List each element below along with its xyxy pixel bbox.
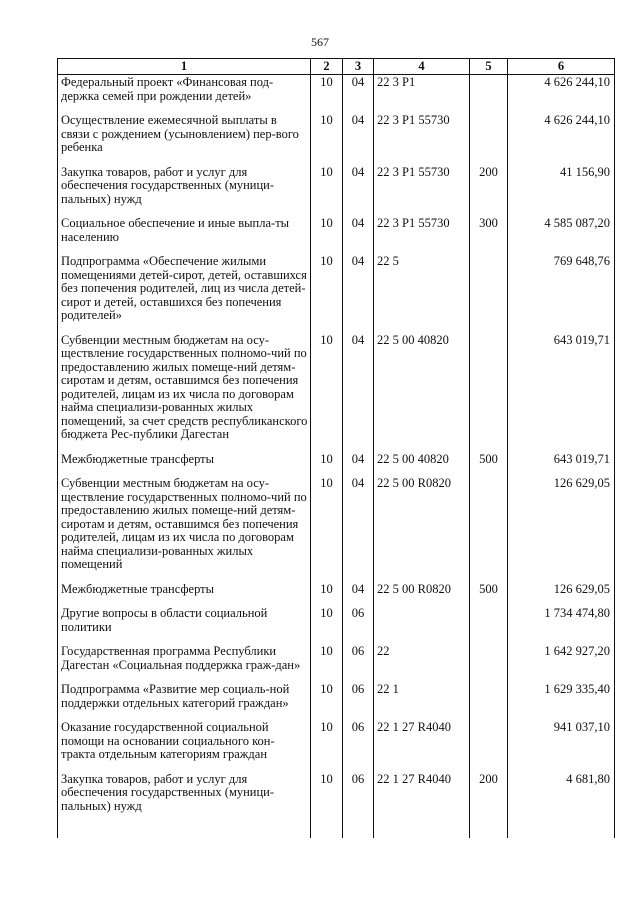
row-target-article-cell: 22 3 P1 [374, 75, 470, 114]
row-name-cell: Подпрограмма «Развитие мер социаль-ной поддержки отдельных категорий граждан» [58, 682, 311, 720]
row-expense-type-cell: 200 [470, 772, 508, 824]
table-row [58, 606, 615, 644]
row-section-cell: 10 [311, 476, 343, 582]
row-amount-cell: 4 626 244,10 [508, 75, 615, 114]
table-row [58, 216, 615, 254]
row-name-cell: Закупка товаров, работ и услуг для обеспечения государственных (муници-пальных) нужд [58, 165, 311, 217]
row-expense-type-cell [470, 644, 508, 682]
row-subsection-cell: 04 [343, 476, 374, 582]
row-amount-cell: 4 681,80 [508, 772, 615, 824]
table-row [58, 644, 615, 682]
tail-cell [343, 823, 374, 838]
table-row [58, 452, 615, 477]
row-section-cell: 10 [311, 682, 343, 720]
row-subsection-cell: 06 [343, 720, 374, 772]
row-amount-cell: 41 156,90 [508, 165, 615, 217]
row-subsection-cell: 04 [343, 452, 374, 477]
row-amount-cell: 4 585 087,20 [508, 216, 615, 254]
row-amount-cell: 1 629 335,40 [508, 682, 615, 720]
row-section-cell: 10 [311, 113, 343, 165]
row-target-article-cell: 22 1 [374, 682, 470, 720]
table-body [58, 75, 615, 839]
row-subsection-cell: 04 [343, 254, 374, 333]
row-subsection-cell: 04 [343, 216, 374, 254]
row-subsection-cell: 04 [343, 113, 374, 165]
row-expense-type-cell [470, 333, 508, 452]
row-subsection-cell: 04 [343, 165, 374, 217]
header-col-4: 4 [374, 59, 470, 75]
row-section-cell: 10 [311, 582, 343, 607]
budget-table [57, 58, 615, 838]
table-row [58, 113, 615, 165]
table-row [58, 165, 615, 217]
row-name-cell: Оказание государственной социальной помощи на основании социального кон-тракта отдельным категориям граждан [58, 720, 311, 772]
header-col-1: 1 [58, 59, 311, 75]
table-tail-row [58, 823, 615, 838]
row-expense-type-cell: 500 [470, 452, 508, 477]
tail-cell [58, 823, 311, 838]
tail-cell [508, 823, 615, 838]
tail-cell [470, 823, 508, 838]
row-subsection-cell: 06 [343, 644, 374, 682]
row-target-article-cell: 22 1 27 R4040 [374, 720, 470, 772]
row-target-article-cell: 22 5 00 40820 [374, 452, 470, 477]
row-target-article-cell: 22 5 00 R0820 [374, 582, 470, 607]
header-col-3: 3 [343, 59, 374, 75]
row-target-article-cell: 22 3 P1 55730 [374, 113, 470, 165]
row-expense-type-cell: 300 [470, 216, 508, 254]
row-amount-cell: 643 019,71 [508, 333, 615, 452]
row-name-cell: Государственная программа Республики Дагестан «Социальная поддержка граж-дан» [58, 644, 311, 682]
row-expense-type-cell [470, 254, 508, 333]
row-name-cell: Подпрограмма «Обеспечение жилыми помещениями детей-сирот, детей, оставшихся без попечения родителей, лиц из числа детей-сирот и детей, оставшихся без попечения родителей» [58, 254, 311, 333]
row-section-cell: 10 [311, 772, 343, 824]
row-section-cell: 10 [311, 452, 343, 477]
row-section-cell: 10 [311, 165, 343, 217]
row-subsection-cell: 06 [343, 772, 374, 824]
table-row [58, 682, 615, 720]
row-section-cell: 10 [311, 216, 343, 254]
row-target-article-cell: 22 5 [374, 254, 470, 333]
table-header [58, 59, 615, 75]
row-amount-cell: 1 642 927,20 [508, 644, 615, 682]
row-expense-type-cell [470, 75, 508, 114]
row-amount-cell: 126 629,05 [508, 582, 615, 607]
row-name-cell: Социальное обеспечение и иные выпла-ты населению [58, 216, 311, 254]
row-amount-cell: 4 626 244,10 [508, 113, 615, 165]
header-col-5: 5 [470, 59, 508, 75]
row-section-cell: 10 [311, 254, 343, 333]
row-subsection-cell: 04 [343, 333, 374, 452]
table-row [58, 254, 615, 333]
row-name-cell: Другие вопросы в области социальной политики [58, 606, 311, 644]
row-name-cell: Межбюджетные трансферты [58, 582, 311, 607]
table-row [58, 582, 615, 607]
table-row [58, 333, 615, 452]
table-row [58, 720, 615, 772]
row-subsection-cell: 04 [343, 582, 374, 607]
page-number: 567 [311, 35, 329, 49]
header-row [58, 59, 615, 75]
row-section-cell: 10 [311, 75, 343, 114]
row-target-article-cell: 22 3 P1 55730 [374, 165, 470, 217]
table-row [58, 476, 615, 582]
row-amount-cell: 769 648,76 [508, 254, 615, 333]
row-name-cell: Закупка товаров, работ и услуг для обеспечения государственных (муници-пальных) нужд [58, 772, 311, 824]
row-expense-type-cell: 200 [470, 165, 508, 217]
row-target-article-cell: 22 1 27 R4040 [374, 772, 470, 824]
row-expense-type-cell [470, 476, 508, 582]
row-section-cell: 10 [311, 720, 343, 772]
row-section-cell: 10 [311, 606, 343, 644]
row-target-article-cell: 22 [374, 644, 470, 682]
row-name-cell: Субвенции местным бюджетам на осу-ществление государственных полномо-чий по предоставлению жилых помеще-ний детям-сиротам и детям, оставшимся без попечения родителей, лицам из их числа по договорам найма специализи-рованных жилых помещений, за счет средств республиканского бюджета Рес-публики Дагестан [58, 333, 311, 452]
row-amount-cell: 1 734 474,80 [508, 606, 615, 644]
table-row [58, 772, 615, 824]
row-subsection-cell: 06 [343, 606, 374, 644]
row-amount-cell: 643 019,71 [508, 452, 615, 477]
header-col-2: 2 [311, 59, 343, 75]
tail-cell [374, 823, 470, 838]
row-target-article-cell: 22 5 00 40820 [374, 333, 470, 452]
row-name-cell: Субвенции местным бюджетам на осу-ществление государственных полномо-чий по предоставлению жилых помеще-ний детям-сиротам и детям, оставшимся без попечения родителей, лицам из их числа по договорам найма специализи-рованных жилых помещений [58, 476, 311, 582]
header-col-6: 6 [508, 59, 615, 75]
row-expense-type-cell [470, 682, 508, 720]
row-target-article-cell: 22 3 P1 55730 [374, 216, 470, 254]
row-subsection-cell: 04 [343, 75, 374, 114]
row-expense-type-cell [470, 720, 508, 772]
row-expense-type-cell [470, 113, 508, 165]
row-name-cell: Межбюджетные трансферты [58, 452, 311, 477]
row-name-cell: Осуществление ежемесячной выплаты в связи с рождением (усыновлением) пер-вого ребенка [58, 113, 311, 165]
row-target-article-cell [374, 606, 470, 644]
row-amount-cell: 941 037,10 [508, 720, 615, 772]
row-expense-type-cell [470, 606, 508, 644]
tail-cell [311, 823, 343, 838]
row-amount-cell: 126 629,05 [508, 476, 615, 582]
row-subsection-cell: 06 [343, 682, 374, 720]
row-target-article-cell: 22 5 00 R0820 [374, 476, 470, 582]
table-row [58, 75, 615, 114]
row-expense-type-cell: 500 [470, 582, 508, 607]
row-section-cell: 10 [311, 333, 343, 452]
row-section-cell: 10 [311, 644, 343, 682]
row-name-cell: Федеральный проект «Финансовая под-держка семей при рождении детей» [58, 75, 311, 114]
